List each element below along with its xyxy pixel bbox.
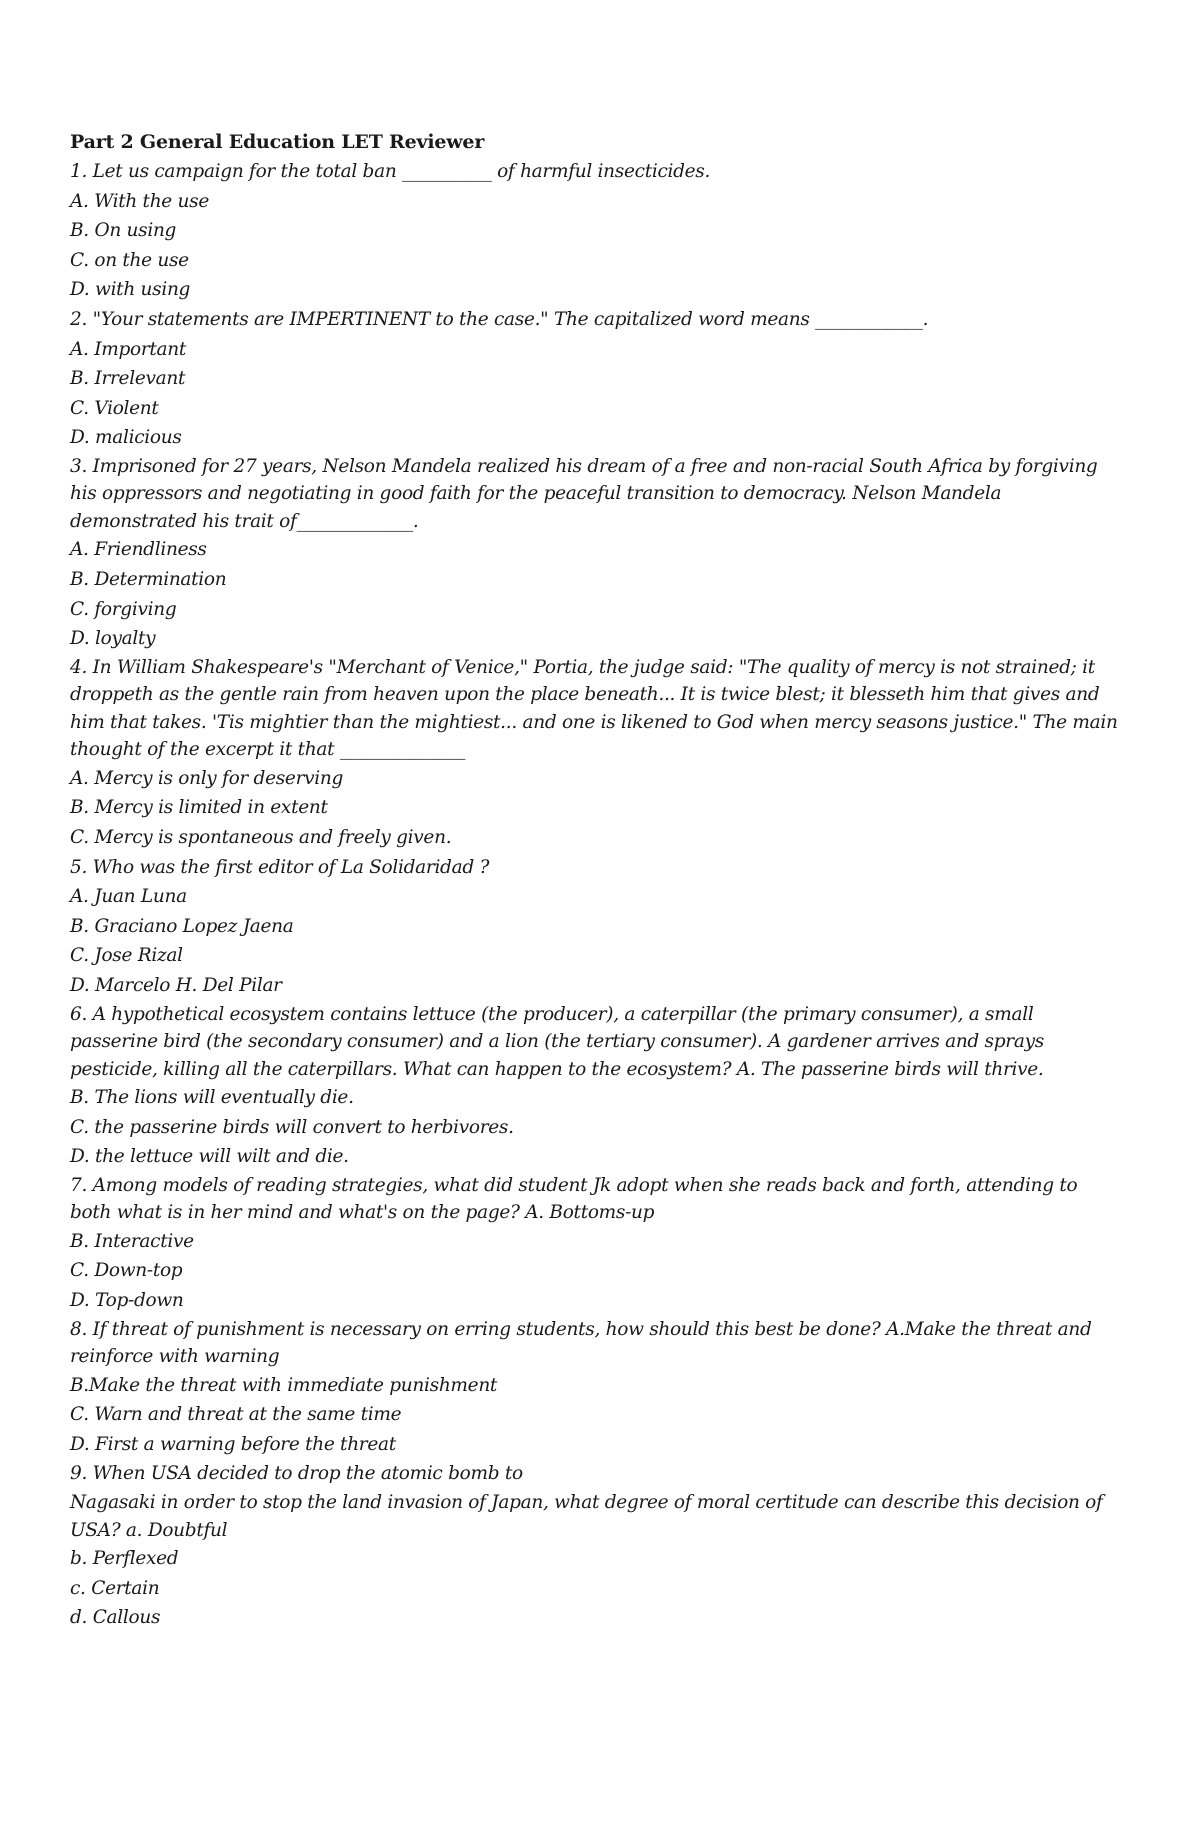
text-line: 4. In William Shakespeare's "Merchant of Venice," Portia, the judge said: "The quality of mercy is not strained; it droppeth as the gentle rain from heaven upon the place beneath... It is twice blest; it blesseth him that gives and him that takes. 'Tis mightier than the mightiest... and one is likened to God when mercy seasons justice." The main thought of the excerpt it that ______________ [70, 656, 1118, 761]
text-line: A. Friendliness [70, 539, 207, 561]
text-line: B. Mercy is limited in extent [70, 797, 328, 819]
text-line: A. Important [70, 338, 187, 360]
text-line: C. Jose Rizal [70, 945, 183, 967]
text-line: D. the lettuce will wilt and die. [70, 1146, 349, 1168]
text-line: C. on the use [70, 249, 189, 271]
text-line: Nagasaki in order to stop the land invasion of Japan, what degree of moral certitude can describe this decision of USA? a. Doubtful [70, 1492, 1103, 1541]
text-line: D. First a warning before the threat [70, 1433, 396, 1455]
text-line: 9. When USA decided to drop the atomic bomb to [70, 1463, 523, 1485]
text-line: D. with using [70, 279, 191, 301]
text-line: A. Mercy is only for deserving [70, 767, 344, 789]
text-line: B. On using [70, 220, 177, 242]
text-line: D. loyalty [70, 628, 156, 650]
text-line: c. Certain [70, 1577, 160, 1599]
text-line: C. the passerine birds will convert to herbivores. [70, 1116, 514, 1138]
text-line: A. Juan Luna [70, 886, 187, 908]
document-page [70, 128, 1140, 1633]
text-line: B. Interactive [70, 1230, 194, 1252]
text-line: C. Warn and threat at the same time [70, 1404, 402, 1426]
text-line: D. Marcelo H. Del Pilar [70, 974, 282, 996]
text-line: C. Violent [70, 397, 159, 419]
text-line: 3. Imprisoned for 27 years, Nelson Mandela realized his dream of a free and non-racial South Africa by forgiving his oppressors and negotiating in good faith for the peaceful transition to democracy. Nelson Mandela demonstrated his trait of_____________. [70, 455, 1098, 532]
document-title: Part 2 General Education LET Reviewer [70, 131, 485, 153]
text-line: C. Mercy is spontaneous and freely given. [70, 827, 452, 848]
text-line: d. Callous [70, 1607, 161, 1629]
text-line: B.Make the threat with immediate punishment [70, 1374, 498, 1396]
text-line: A. With the use [70, 190, 209, 212]
text-line: C. forgiving [70, 598, 177, 620]
text-line: 1. Let us campaign for the total ban __________ of harmful insecticides. [70, 161, 711, 182]
text-line: b. Perflexed [70, 1548, 179, 1569]
text-line: 2. "Your statements are IMPERTINENT to the case." The capitalized word means ____________. [70, 308, 929, 330]
text-line: B. The lions will eventually die. [70, 1087, 354, 1109]
text-line: D. malicious [70, 427, 182, 449]
text-line: B. Irrelevant [70, 368, 186, 390]
text-line: 8. If threat of punishment is necessary on erring students, how should this best be done? A.Make the threat and reinforce with warning [70, 1318, 1092, 1368]
document-body [70, 157, 1140, 1633]
text-line: B. Graciano Lopez Jaena [70, 915, 294, 937]
text-line: C. Down-top [70, 1260, 183, 1282]
text-line: B. Determination [70, 569, 227, 591]
text-line: 5. Who was the first editor of La Solidaridad ? [70, 856, 490, 878]
text-line: 6. A hypothetical ecosystem contains lettuce (the producer), a caterpillar (the primary consumer), a small passerine bird (the secondary consumer) and a lion (the tertiary consumer). A gardener arrives and sprays pesticide, killing all the caterpillars. What can happen to the ecosystem? A. The passerine birds will thrive. [70, 1003, 1044, 1080]
text-line: D. Top-down [70, 1290, 184, 1312]
text-line: 7. Among models of reading strategies, what did student Jk adopt when she reads back and forth, attending to both what is in her mind and what's on the page? A. Bottoms-up [70, 1174, 1078, 1224]
